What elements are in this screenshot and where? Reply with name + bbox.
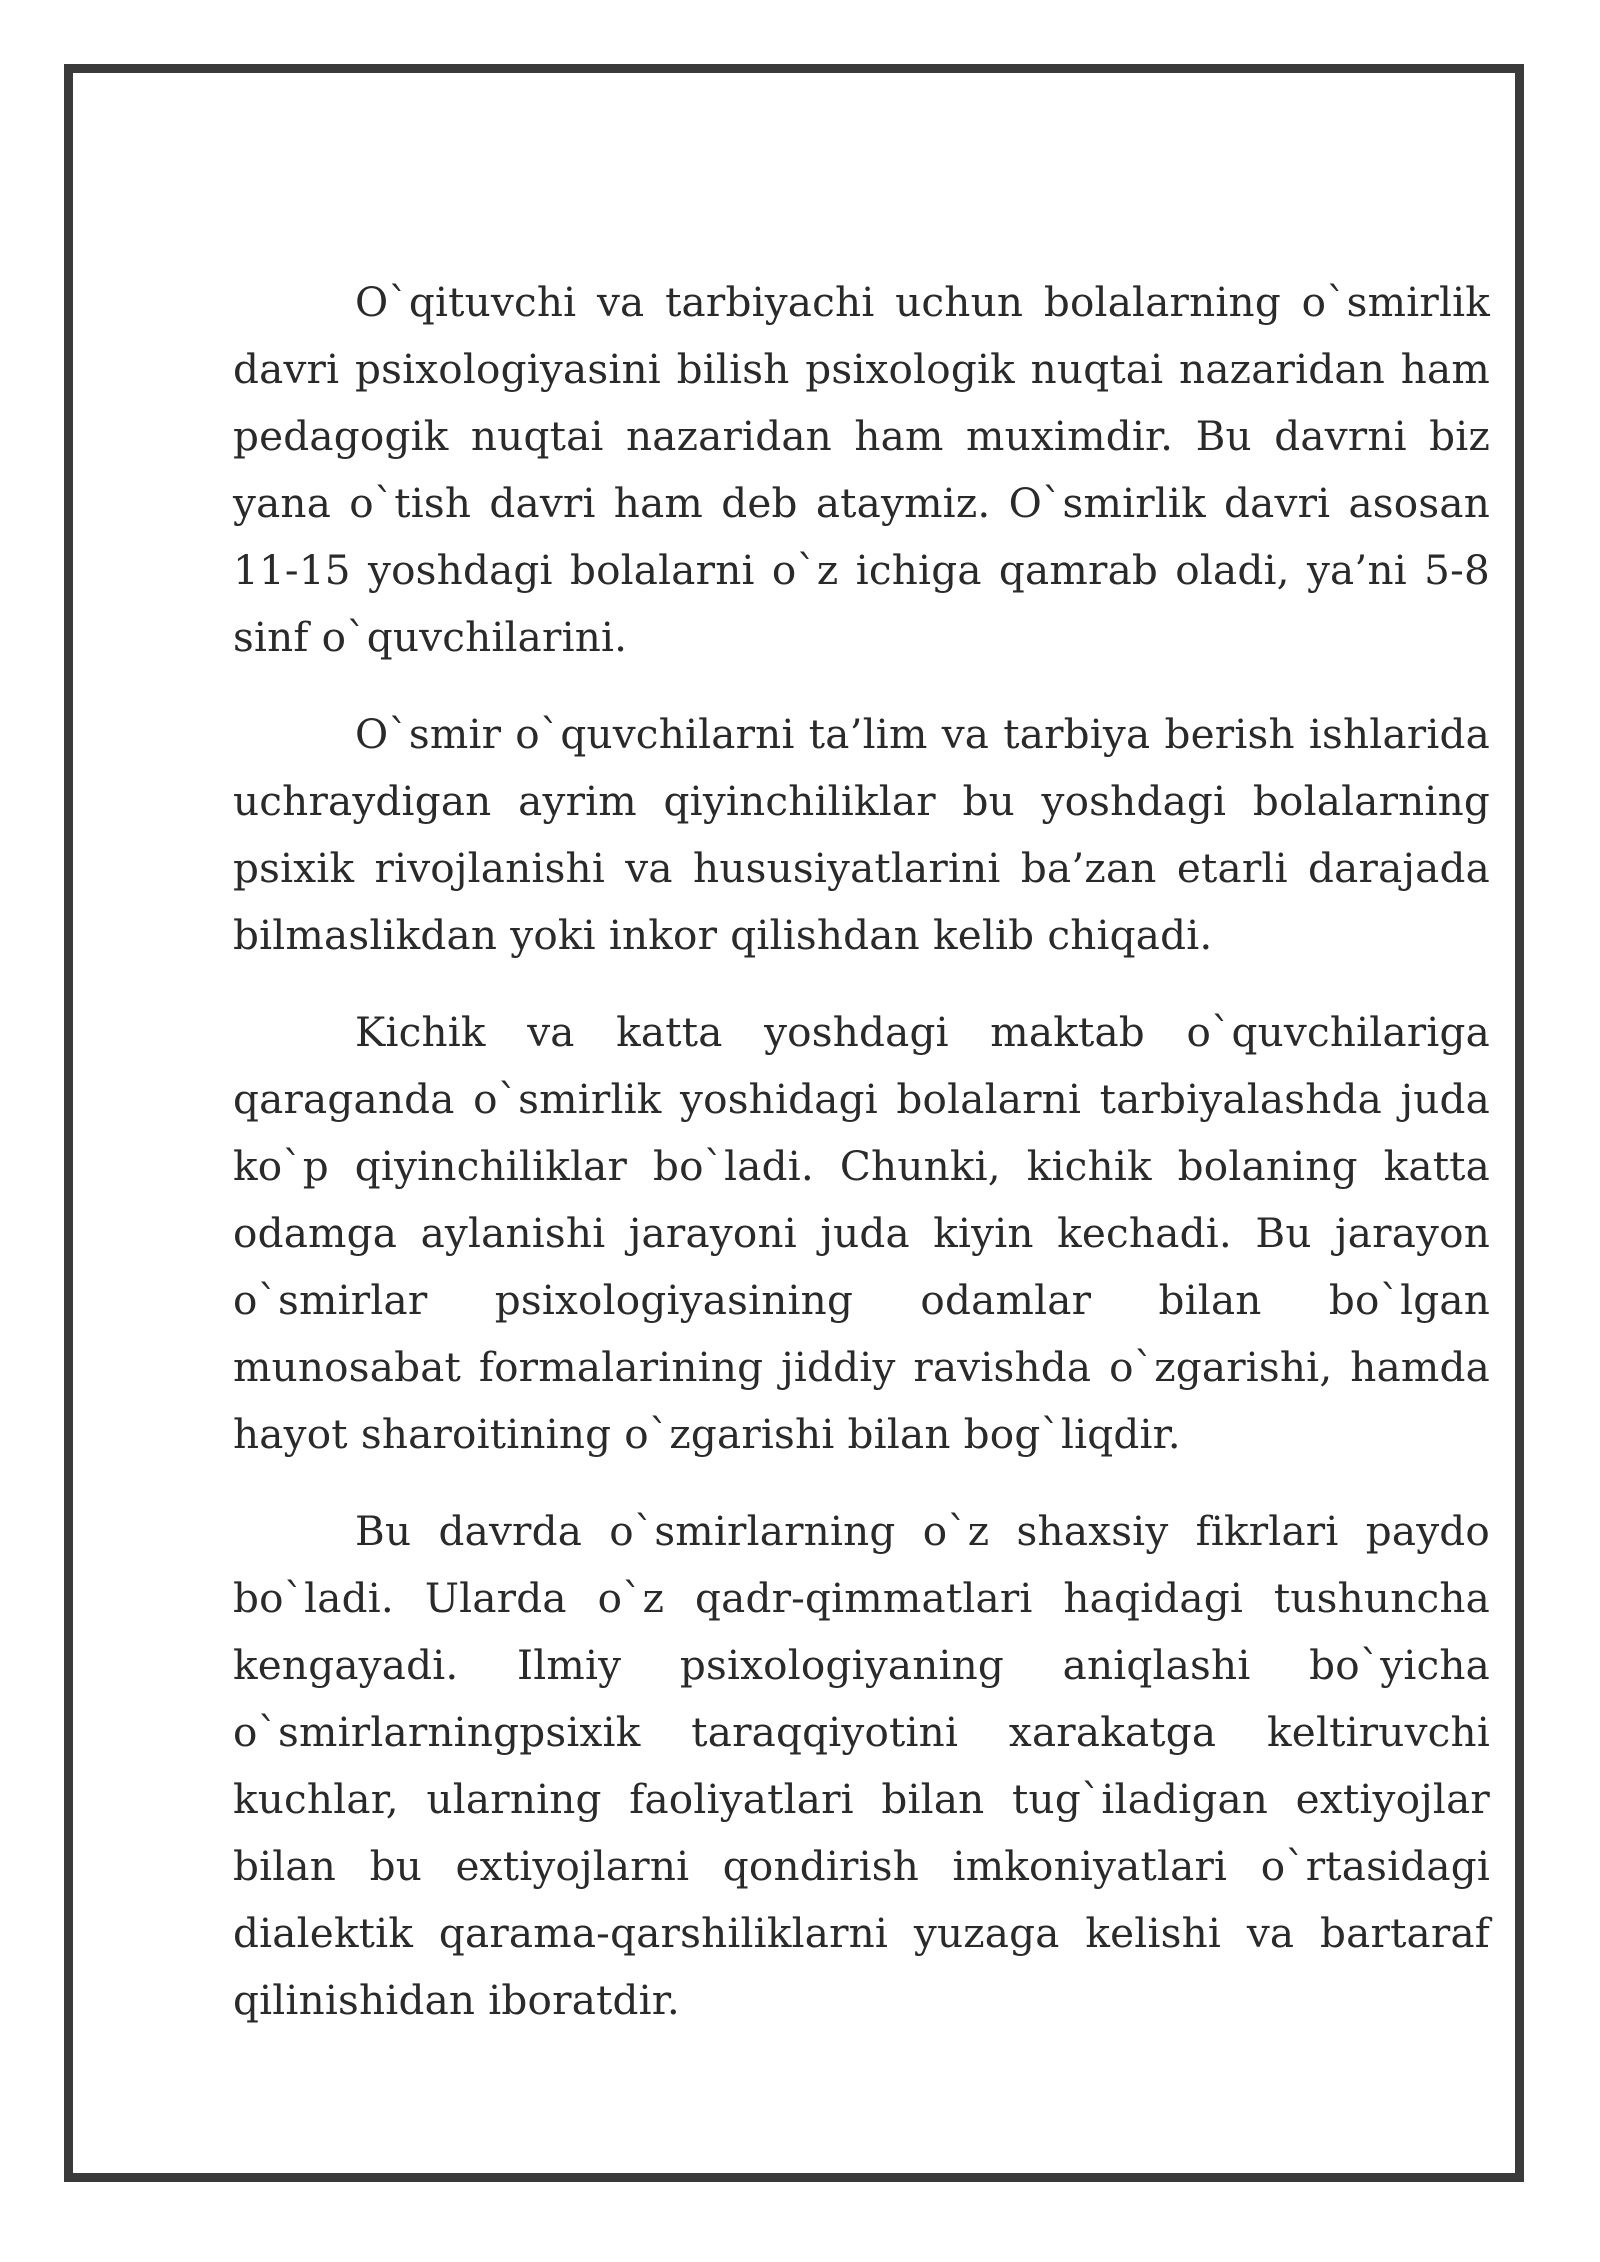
paragraph-3: Kichik va katta yoshdagi maktab o`quvchilariga qaraganda o`smirlik yoshidagi bolalarni tarbiyalashda juda ko`p qiyinchiliklar bo`ladi. Chunki, kichik bolaning katta odamga aylanishi jarayoni juda kiyin kechadi. Bu jarayon o`smirlar psixologiyasining odamlar bilan bo`lgan munosabat formalarining jiddiy ravishda o`zgarishi, hamda hayot sharoitining o`zgarishi bilan bog`liqdir.	[233, 1008, 1490, 1458]
paragraph-4: Bu davrda o`smirlarning o`z shaxsiy fikrlari paydo bo`ladi. Ularda o`z qadr-qimmatlari haqidagi tushuncha kengayadi. Ilmiy psixologiyaning aniqlashi bo`yicha o`smirlarningpsixik taraqqiyotini xarakatga keltiruvchi kuchlar, ularning faoliyatlari bilan tug`iladigan extiyojlar bilan bu extiyojlarni qondirish imkoniyatlari o`rtasidagi dialektik qarama-qarshiliklarni yuzaga kelishi va bartaraf qilinishidan iboratdir.	[233, 1507, 1490, 2024]
page-frame	[64, 64, 1524, 2182]
paragraph-2: O`smir o`quvchilarni ta’lim va tarbiya berish ishlarida uchraydigan ayrim qiyinchiliklar bu yoshdagi bolalarning psixik rivojlanishi va hususiyatlarini ba’zan etarli darajada bilmaslikdan yoki inkor qilishdan kelib chiqadi.	[233, 710, 1490, 959]
page-content	[233, 269, 1490, 2064]
paragraph-1: O`qituvchi va tarbiyachi uchun bolalarning o`smirlik davri psixologiyasini bilish psixologik nuqtai nazaridan ham pedagogik nuqtai nazaridan ham muximdir. Bu davrni biz yana o`tish davri ham deb ataymiz. O`smirlik davri asosan 11-15 yoshdagi bolalarni o`z ichiga qamrab oladi, ya’ni 5-8 sinf o`quvchilarini.	[233, 278, 1490, 661]
